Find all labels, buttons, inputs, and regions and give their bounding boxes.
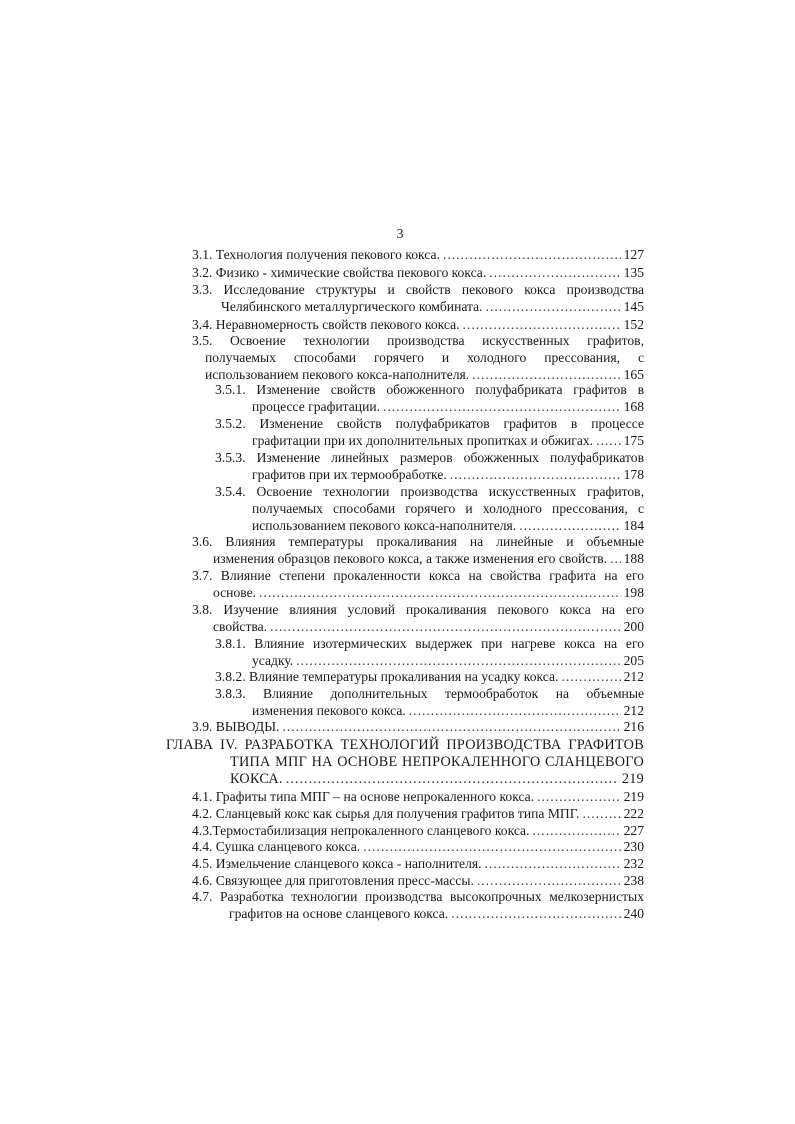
toc-entry bbox=[192, 316, 644, 333]
leader-dots bbox=[537, 788, 621, 805]
toc-entry-title: 3.2. Физико - химические свойства пекового кокса. bbox=[192, 265, 487, 280]
toc-entry-title: 3.4. Неравномерность свойств пекового кокса. bbox=[192, 317, 460, 332]
toc-entry-line: 4.7. Разработка технологии производства высокопрочных мелкозернистых bbox=[192, 889, 644, 904]
toc-entry-page: 212 bbox=[623, 703, 644, 718]
leader-dots bbox=[519, 517, 620, 534]
toc-entry-title: использованием пекового кокса-наполнителя. bbox=[252, 518, 517, 533]
toc-entry bbox=[192, 601, 644, 635]
leader-dots bbox=[282, 718, 620, 735]
leader-dots bbox=[409, 702, 621, 719]
toc-entry-title: графитов на основе сланцевого кокса. bbox=[229, 906, 449, 921]
toc-entry-title: 4.2. Сланцевый кокс как сырья для получения графитов типа МПГ. bbox=[192, 806, 580, 821]
leader-dots bbox=[363, 838, 620, 855]
toc-entry-page: 175 bbox=[623, 433, 644, 448]
toc-entry bbox=[215, 668, 644, 685]
toc-entry-line: получаемых способами горячего и холодного прессования, с bbox=[252, 501, 644, 516]
toc-entry bbox=[215, 381, 644, 415]
toc-entry bbox=[192, 788, 644, 805]
toc-entry-page: 238 bbox=[623, 873, 644, 888]
toc-entry-page: 145 bbox=[623, 299, 644, 314]
leader-dots bbox=[270, 618, 621, 635]
toc-entry-page: 227 bbox=[623, 823, 644, 838]
toc-entry-page: 165 bbox=[623, 367, 644, 382]
leader-dots bbox=[450, 466, 621, 483]
page-number: 3 bbox=[396, 227, 404, 242]
toc-entry-page: 127 bbox=[623, 247, 644, 262]
leader-dots bbox=[296, 652, 620, 669]
toc-entry-page: 200 bbox=[623, 619, 644, 634]
toc-entry bbox=[192, 533, 644, 567]
toc-entry-line: ТИПА МПГ НА ОСНОВЕ НЕПРОКАЛЕННОГО СЛАНЦЕВОГО bbox=[230, 754, 644, 770]
toc-entry bbox=[192, 264, 644, 281]
toc-entry-line: 3.8.3. Влияние дополнительных термообработок на объемные bbox=[215, 686, 644, 701]
toc-entry-line: 3.7. Влияние степени прокаленности кокса на свойства графита на его bbox=[192, 568, 644, 583]
toc-entry bbox=[192, 281, 644, 315]
toc-entry bbox=[215, 415, 644, 449]
toc-entry-page: 205 bbox=[623, 653, 644, 668]
toc-entry-line: 3.5.2. Изменение свойств полуфабрикатов графитов в процессе bbox=[215, 416, 644, 431]
toc-entry-line: 3.8. Изучение влияния условий прокаливания пекового кокса на его bbox=[192, 602, 644, 617]
toc-entry-title: Челябинского металлургического комбината. bbox=[221, 299, 483, 314]
leader-dots bbox=[486, 298, 621, 315]
toc-entry bbox=[192, 855, 644, 872]
toc-entry-title: 4.6. Связующее для приготовления пресс-массы. bbox=[192, 873, 474, 888]
toc-entry bbox=[192, 822, 644, 839]
toc-entry-page: 219 bbox=[621, 771, 644, 787]
toc-entry-line: 3.6. Влияния температуры прокаливания на линейные и объемные bbox=[192, 534, 644, 549]
toc-entry-title: графитации при их дополнительных пропитках и обжигах. bbox=[252, 433, 594, 448]
toc-entry-line: 3.8.1. Влияние изотермических выдержек при нагреве кокса на его bbox=[215, 636, 644, 651]
toc-entry-title: 4.4. Сушка сланцевого кокса. bbox=[192, 839, 361, 854]
leader-dots bbox=[451, 905, 620, 922]
toc-entry-title: изменения образцов пекового кокса, а также изменения его свойств. bbox=[213, 551, 608, 566]
toc-entry-page: 230 bbox=[623, 839, 644, 854]
leader-dots bbox=[443, 246, 621, 263]
leader-dots bbox=[477, 872, 621, 889]
toc-entry bbox=[192, 332, 644, 383]
toc-entry-line: 3.5.3. Изменение линейных размеров обожженных полуфабрикатов bbox=[215, 450, 644, 465]
toc-entry-title: 4.1. Графиты типа МПГ – на основе непрокаленного кокса. bbox=[192, 789, 535, 804]
toc-entry-page: 184 bbox=[623, 518, 644, 533]
leader-dots bbox=[259, 584, 621, 601]
toc-entry-line: 3.3. Исследование структуры и свойств пекового кокса производства bbox=[192, 282, 644, 297]
leader-dots bbox=[610, 550, 621, 567]
leader-dots bbox=[582, 805, 620, 822]
toc-entry-page: 152 bbox=[623, 317, 644, 332]
toc-entry-page: 222 bbox=[623, 806, 644, 821]
toc-entry-title: использованием пекового кокса-наполнителя. bbox=[205, 367, 470, 382]
toc-entry-title: свойства. bbox=[213, 619, 268, 634]
toc-entry-page: 240 bbox=[623, 906, 644, 921]
toc-entry-title: 3.1. Технология получения пекового кокса. bbox=[192, 247, 440, 262]
toc-entry-page: 135 bbox=[623, 265, 644, 280]
toc-entry bbox=[192, 567, 644, 601]
toc-entry-title: КОКСА. bbox=[230, 771, 283, 787]
toc-entry-title: процессе графитации. bbox=[252, 399, 381, 414]
toc-entry bbox=[192, 246, 644, 263]
toc-entry-line: ГЛАВА IV. РАЗРАБОТКА ТЕХНОЛОГИЙ ПРОИЗВОДСТВА ГРАФИТОВ bbox=[166, 737, 644, 753]
leader-dots bbox=[596, 432, 621, 449]
toc-entry-page: 212 bbox=[623, 669, 644, 684]
toc-entry-page: 168 bbox=[623, 399, 644, 414]
leader-dots bbox=[286, 771, 619, 788]
toc-entry-page: 232 bbox=[623, 856, 644, 871]
toc-entry bbox=[192, 872, 644, 889]
toc-entry bbox=[215, 483, 644, 534]
toc-entry-page: 219 bbox=[623, 789, 644, 804]
toc-entry-line: 3.5. Освоение технологии производства искусственных графитов, bbox=[192, 333, 644, 348]
toc-entry bbox=[192, 718, 644, 735]
toc-entry-title: 3.9. ВЫВОДЫ. bbox=[192, 719, 280, 734]
toc-entry bbox=[192, 805, 644, 822]
toc-chapter bbox=[166, 737, 644, 788]
leader-dots bbox=[489, 264, 620, 281]
toc-entry bbox=[215, 685, 644, 719]
toc-entry-title: основе. bbox=[213, 585, 257, 600]
leader-dots bbox=[383, 398, 621, 415]
toc-entry-line: 3.5.4. Освоение технологии производства искусственных графитов, bbox=[215, 484, 644, 499]
toc-entry bbox=[192, 838, 644, 855]
leader-dots bbox=[463, 316, 621, 333]
toc-entry-title: изменения пекового кокса. bbox=[252, 703, 406, 718]
toc-entry-title: 3.8.2. Влияние температуры прокаливания на усадку кокса. bbox=[215, 669, 559, 684]
toc-entry-line: получаемых способами горячего и холодного прессования, с bbox=[205, 350, 644, 365]
toc-entry-page: 178 bbox=[623, 467, 644, 482]
toc-entry-title: 4.3.Термостабилизация непрокаленного сланцевого кокса. bbox=[192, 823, 530, 838]
toc-entry-page: 198 bbox=[623, 585, 644, 600]
toc-entry bbox=[215, 635, 644, 669]
leader-dots bbox=[561, 668, 620, 685]
toc-entry-line: 3.5.1. Изменение свойств обожженного полуфабриката графитов в bbox=[215, 382, 644, 397]
leader-dots bbox=[485, 855, 621, 872]
toc-entry bbox=[192, 888, 644, 922]
toc-entry-title: графитов при их термообработке. bbox=[252, 467, 447, 482]
toc-entry bbox=[215, 449, 644, 483]
toc-entry-page: 216 bbox=[623, 719, 644, 734]
toc-entry-title: 4.5. Измельчение сланцевого кокса - наполнителя. bbox=[192, 856, 482, 871]
leader-dots bbox=[533, 822, 621, 839]
toc-entry-title: усадку. bbox=[252, 653, 294, 668]
toc-entry-page: 188 bbox=[623, 551, 644, 566]
